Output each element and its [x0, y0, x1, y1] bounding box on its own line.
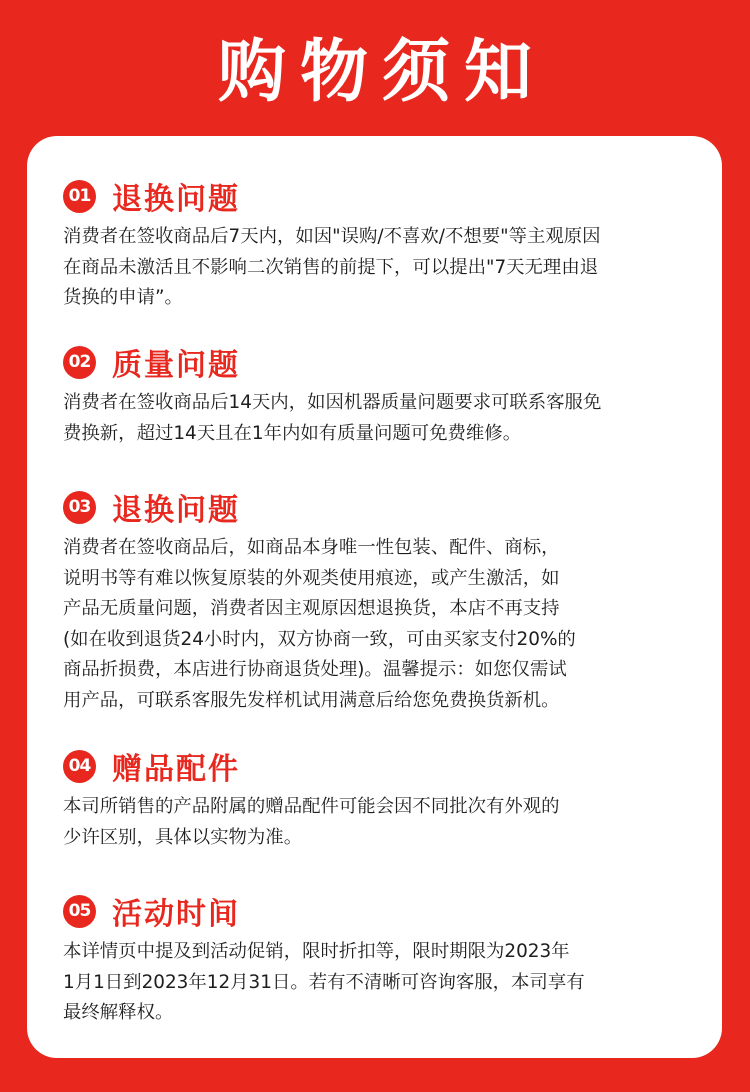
notice-card [27, 136, 722, 1058]
section-header [63, 889, 703, 933]
section-title: 赠品配件 [112, 752, 240, 787]
section-header [63, 744, 703, 788]
section-return-conditions [63, 485, 703, 716]
section-number-badge: 03 [63, 491, 96, 524]
section-title: 活动时间 [112, 897, 240, 932]
section-title: 退换问题 [112, 182, 240, 217]
section-body: 本司所销售的产品附属的赠品配件可能会因不同批次有外观的 少许区别，具体以实物为准。 [63, 796, 560, 848]
section-header [63, 174, 703, 218]
section-number-badge: 05 [63, 895, 96, 928]
section-promotion-period [63, 889, 703, 1029]
section-number-badge: 01 [63, 180, 96, 213]
section-body: 消费者在签收商品后7天内，如因"误购/不喜欢/不想要"等主观原因 在商品未激活且不影响二次销售的前提下，可以提出"7天无理由退 货换的申请”。 [63, 226, 601, 308]
section-body: 消费者在签收商品后14天内，如因机器质量问题要求可联系客服免 费换新，超过14天且在1年内如有质量问题可免费维修。 [63, 392, 602, 444]
section-title: 质量问题 [112, 348, 240, 383]
section-title: 退换问题 [112, 493, 240, 528]
section-header [63, 340, 703, 384]
section-number-badge: 04 [63, 750, 96, 783]
section-header [63, 485, 703, 529]
section-gift-accessories [63, 744, 703, 853]
section-body: 消费者在签收商品后，如商品本身唯一性包装、配件、商标， 说明书等有难以恢复原装的外观类使用痕迹，或产生激活，如 产品无质量问题，消费者因主观原因想退换货，本店不再支持 (如在收到退货24小时内，双方协商一致，可由买家支付20%的 商品折损费，本店进行协商退货处理)。温馨提示：如您仅需试 用产品，可联系客服先发样机试用满意后给您免费换货新机。 [63, 537, 576, 711]
section-return-exchange [63, 174, 703, 314]
section-number-badge: 02 [63, 346, 96, 379]
section-quality-issue [63, 340, 703, 449]
section-body: 本详情页中提及到活动促销，限时折扣等，限时期限为2023年 1月1日到2023年12月31日。若有不清晰可咨询客服，本司享有 最终解释权。 [63, 941, 585, 1023]
page-title: 购物须知 [217, 33, 546, 112]
